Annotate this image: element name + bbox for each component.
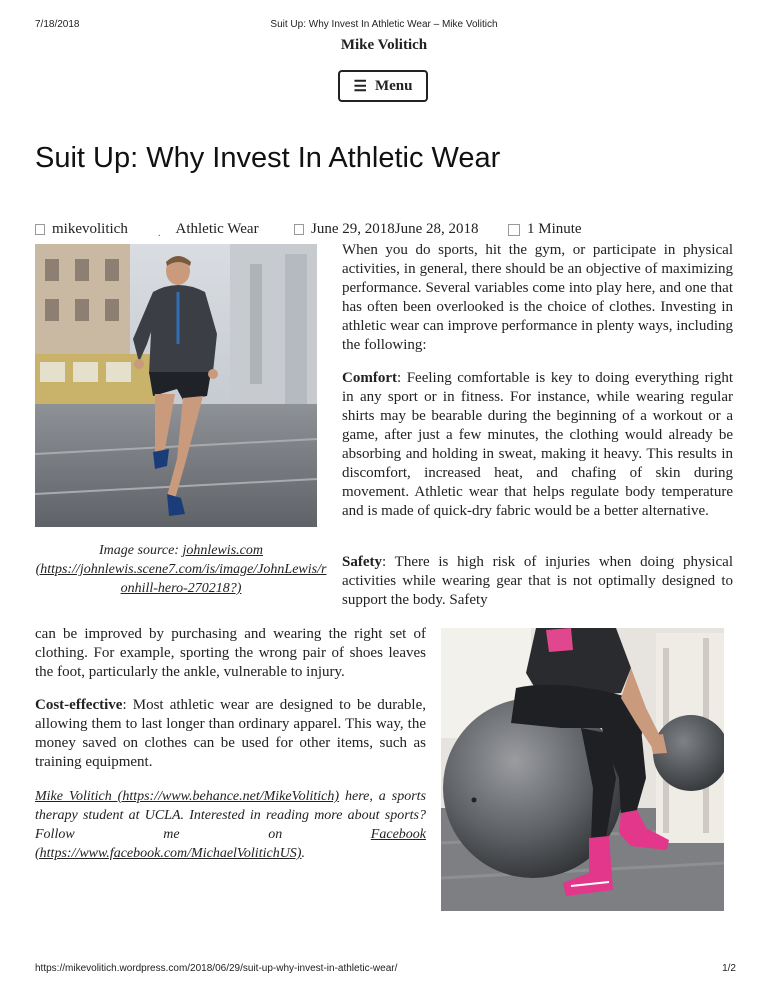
intro-paragraph: When you do sports, hit the gym, or participate in physical activities, in general, there should be an objective of maximizing performance. Several variables come into play here, and one that has often been overlooked is the choice of clothes. Investing in athletic wear can improve performance in plenty ways, including the following: [342,242,733,353]
runner-photo-icon [35,244,317,527]
menu-label: Menu [374,77,413,94]
folder-icon: . [158,228,161,239]
hamburger-icon: ☰ [353,78,367,95]
image1-caption [35,541,327,598]
print-url: https://mikevolitich.wordpress.com/2018/06/29/suit-up-why-invest-in-athletic-wear/ [35,963,398,974]
meta-category[interactable] [158,221,259,238]
safety-text: : There is high risk of injuries when doing physical activities while wearing gear that is not optimally designed to support the body. Safety [342,554,733,608]
meta-author[interactable] [35,221,128,238]
clock-icon [508,224,520,236]
print-date: 7/18/2018 [35,19,80,30]
caption-prefix: Image source: [99,543,183,558]
cost-label: Cost-effective [35,697,123,713]
category-name: Athletic Wear [175,221,259,237]
cost-text: : Most athletic wear are designed to be durable, allowing them to last longer than ordinary apparel. This way, the money saved on clothes can be used for other items, such as training equipment. [35,697,426,770]
comfort-paragraph [342,369,733,521]
comfort-label: Comfort [342,370,397,386]
comfort-text: : Feeling comfortable is key to doing everything right in any sport or in fitness. For instance, while wearing regular shirts may be bearable during the beginning of a workout or a game, after just a few minutes, the clothing would already be absorbing and holding in sweat, making it heavy. This results in discomfort, increased heat, and chafing of skin during movement. Athletic wear that helps regulate body temperature and is made of quick-dry fabric would be a better alternative. [342,370,733,519]
image-source-url-link[interactable]: (https://johnlewis.scene7.com/is/image/JohnLewis/ronhill-hero-270218?) [35,562,327,596]
print-page-number: 1/2 [722,963,736,974]
user-icon [35,224,45,235]
post-dates: June 29, 2018June 28, 2018 [311,221,479,237]
author-name: mikevolitich [52,221,128,237]
footnote-text: here, a sports therapy student at UCLA. Interested in reading more about sports? Follow me on [35,789,427,842]
safety-label: Safety [342,554,382,570]
safety-continued-paragraph: can be improved by purchasing and wearing the right set of clothing. For example, sporting the wrong pair of shoes leaves the foot, particularly the ankle, vulnerable to injury. [35,626,426,680]
footnote-end: . [301,846,305,861]
print-doc-title: Suit Up: Why Invest In Athletic Wear – Mike Volitich [270,19,498,30]
author-footnote [35,787,426,863]
safety-paragraph [342,553,733,610]
post-title: Suit Up: Why Invest In Athletic Wear [35,142,501,174]
menu-button[interactable] [338,70,428,102]
facebook-link[interactable]: Facebook (https://www.facebook.com/MichaelVolitichUS) [35,827,426,861]
gym-ball-image [441,628,724,911]
runner-image [35,244,317,527]
image-source-link[interactable]: johnlewis.com [182,543,263,558]
read-time: 1 Minute [527,221,582,237]
behance-link[interactable]: Mike Volitich (https://www.behance.net/MikeVolitich) [35,789,340,804]
site-title[interactable]: Mike Volitich [340,37,428,53]
cost-paragraph [35,696,426,772]
meta-date[interactable] [294,221,479,238]
meta-read-time [508,221,582,238]
calendar-icon [294,224,304,235]
gym-ball-photo-icon [441,628,724,911]
